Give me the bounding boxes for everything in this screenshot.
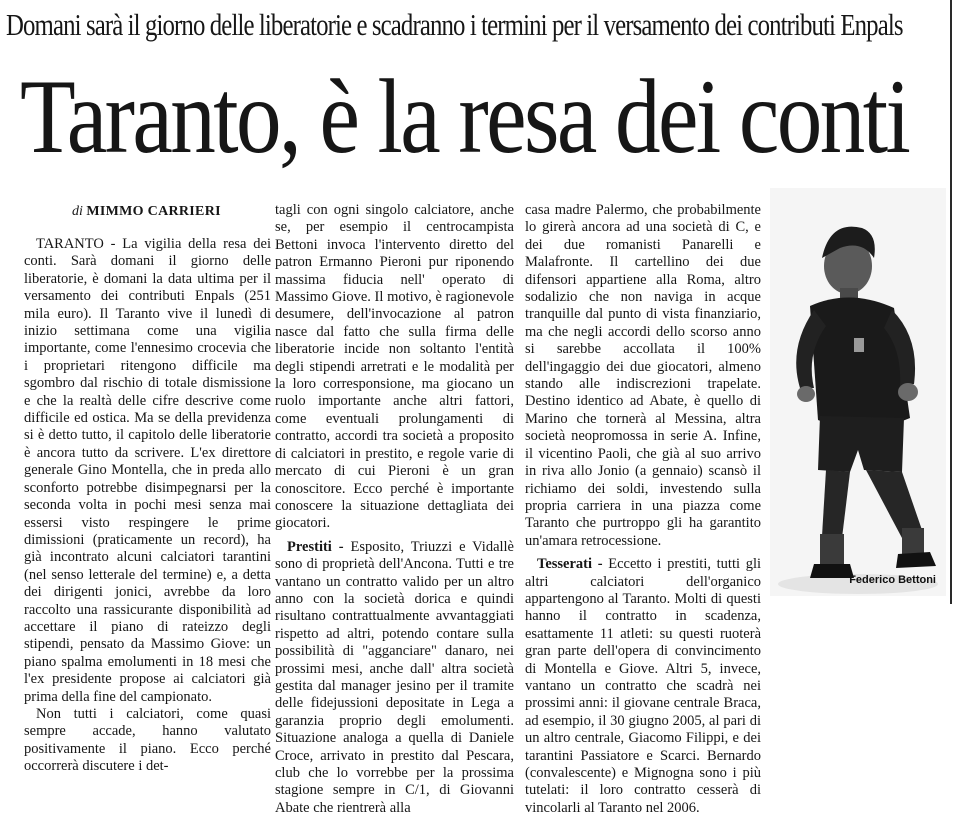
column-2-paragraph-1: tagli con ogni singolo calciatore, anche se, per esempio il centrocampista Bettoni invoca l'intervento diretto del patron Ermanno Pieroni pur riponendo massima fiducia nell' operato di Massimo Giove. Il motivo, è ragionevole desumere, dell'invocazione al patron nasce dal fatto che sulla firma delle liberatorie incide non soltanto l'entità degli stipendi arretrati e le modalità per la loro corresponsione, ma giocano un ruolo importante anche altri fattori, come eventuali prolungamenti di contratto, accordi tra società a proposito di calciatori in prestito, e regole varie di mercato di cui Pieroni è un gran conoscitore. Ecco perché è importante conoscere la situazione dettagliata dei giocatori.: [275, 202, 514, 532]
tesserati-section: [525, 556, 761, 817]
column-1-paragraph-2: Non tutti i calciatori, come quasi sempre accade, hanno valutato positivamente il piano. Ecco perché occorrerà discutere i det-: [24, 705, 271, 775]
player-photo: [770, 188, 946, 596]
byline-author: MIMMO CARRIERI: [86, 204, 221, 219]
player-silhouette-illustration: [770, 188, 946, 596]
article-column-2: [275, 202, 514, 816]
column-3-paragraph-1: casa madre Palermo, che probabilmente lo girerà ancora ad una società di C, e dei due romanisti Panarelli e Malafronte. Il cartellino dei due difensori appartiene alla Roma, altro sodalizio che non naviga in acque tranquille dal punto di vista finanziario, ma che negli accordi dello scorso anno si sarebbe accollata il 100% dell'ingaggio dei due giocatori, almeno stando alle indiscrezioni trapelate. Destino identico ad Abate, è quello di Marino che tornerà al Messina, altra società neopromossa in serie A. Infine, il vicentino Paoli, che già al suo arrivo in riva allo Jonio (a gennaio) scansò il richiamo dei soldi, investendo sulla propria carriera in una piazza come Taranto che purtroppo gli ha garantito un'amara retrocessione.: [525, 202, 761, 549]
article-column-1: [24, 236, 271, 775]
tesserati-subhead: Tesserati -: [537, 556, 603, 573]
page-edge-rule: [950, 0, 952, 604]
byline: [72, 203, 221, 221]
prestiti-text: Esposito, Triuzzi e Vidallè sono di proprietà dell'Ancona. Tutti e tre vantano un contratto valido per un altro anno con la società dorica e quindi risultano contrattualmente avvantaggiati rispetto ad altri, potendo contare sulla possibilità di "agganciare" danaro, nei prossimi mesi, anche dall' altra società gestita dal manager jesino per il tramite delle fidejussioni depositate in Lega a garanzia proprio degli emolumenti. Situazione analoga a quella di Daniele Croce, arrivato in prestito dal Pescara, club che lo vorrebbe per la prossima stagione sempre in C/1, di Giovanni Abate che rientrerà alla: [275, 538, 514, 816]
article-column-3: [525, 202, 762, 816]
article-kicker: Domani sarà il giorno delle liberatorie e scadranno i termini per il versamento dei contributi Enpals: [6, 7, 903, 42]
byline-prefix: di: [72, 204, 83, 219]
tesserati-text: Eccetto i prestiti, tutti gli altri calciatori dell'organico appartengono al Taranto. Molti di questi hanno il contratto in scadenza, esattamente 11 atleti: su questi ruoterà gran parte dell'opera di convincimento di Montella e Giove. Altri 5, invece, vantano un contratto che scadrà nei prossimi anni: il giovane centrale Braca, ad esempio, il 30 giugno 2005, al pari di un altro centrale, Giacomo Filippi, e dei tarantini Passiatore e Scarci. Bernardo (convalescente) e Mignogna sono i più tutelati: il loro contratto cesserà di vincolarli al Taranto nel 2006.: [525, 556, 762, 816]
column-1-paragraph-1: TARANTO - La vigilia della resa dei conti. Sarà domani il giorno delle liberatorie, è domani la data ultima per il versamento dei contributi Enpals (251 mila euro). Il Taranto vive il lunedì di inizio settimana come una vigilia importante, come l'ennesimo crocevia che i proprietari ritengono difficile ma sgombro dal rischio di totale dismissione e che la realtà delle cifre descrive come difficile ed ostica. Ma se della previdenza si è detto tutto, il capitolo delle liberatorie è ancora tutto da scrivere. L'ex direttore generale Gino Montella, che in preda allo sconforto potrebbe disimpegnarsi per la seconda volta in pochi mesi senza mai essersi visto respingere le prime dimissioni (praticamente un record), ha già incontrato alcuni calciatori tarantini (nel senso letterale del termine) e, a detta dei dirigenti jonici, avrebbe da loro raccolto una rassicurante disponibilità ad accettare il piano di rateizzo degli stipendi, pensato da Massimo Giove: un piano spalma emolumenti in 18 mesi che l'ex presidente propose ai calciatori già prima della fine del campionato.: [24, 236, 271, 705]
photo-caption: Federico Bettoni: [849, 574, 936, 586]
prestiti-subhead: Prestiti -: [287, 538, 344, 555]
article-headline: Taranto, è la resa dei conti: [20, 58, 909, 175]
prestiti-section: [275, 539, 514, 817]
